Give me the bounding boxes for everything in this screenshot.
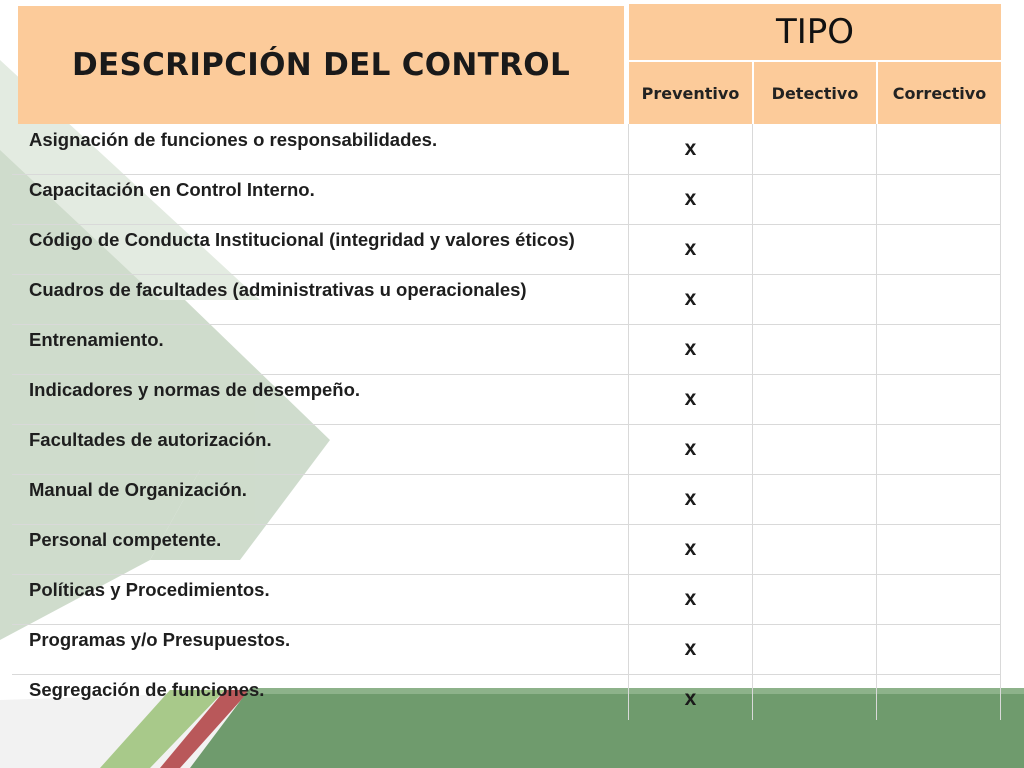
detectivo-mark bbox=[754, 474, 876, 524]
detectivo-mark bbox=[754, 624, 876, 674]
row-description: Cuadros de facultades (administrativas u operacionales) bbox=[29, 279, 527, 300]
correctivo-mark bbox=[878, 574, 1001, 624]
table-row bbox=[12, 474, 1001, 525]
preventivo-mark: x bbox=[684, 237, 697, 260]
table-row bbox=[12, 674, 1001, 724]
type-group-header: TIPO bbox=[629, 4, 1001, 60]
preventivo-mark: x bbox=[684, 187, 697, 210]
preventivo-mark: x bbox=[684, 437, 697, 460]
row-description: Asignación de funciones o responsabilidades. bbox=[29, 129, 438, 150]
row-description: Manual de Organización. bbox=[29, 479, 247, 500]
preventivo-column-header: Preventivo bbox=[629, 62, 752, 124]
correctivo-mark bbox=[878, 224, 1001, 274]
row-description: Capacitación en Control Interno. bbox=[29, 179, 315, 200]
detectivo-mark bbox=[754, 174, 876, 224]
table-row bbox=[12, 124, 1001, 175]
correctivo-mark bbox=[878, 324, 1001, 374]
preventivo-mark: x bbox=[684, 537, 697, 560]
correctivo-column-header: Correctivo bbox=[878, 62, 1001, 124]
description-column-header: DESCRIPCIÓN DEL CONTROL bbox=[18, 6, 624, 124]
correctivo-mark bbox=[878, 174, 1001, 224]
table-row bbox=[12, 574, 1001, 625]
detectivo-mark bbox=[754, 424, 876, 474]
detectivo-mark bbox=[754, 674, 876, 724]
row-description: Entrenamiento. bbox=[29, 329, 164, 350]
correctivo-mark bbox=[878, 374, 1001, 424]
correctivo-mark bbox=[878, 424, 1001, 474]
controls-table bbox=[12, 4, 1001, 720]
correctivo-mark bbox=[878, 674, 1001, 724]
detectivo-mark bbox=[754, 374, 876, 424]
preventivo-mark: x bbox=[684, 687, 697, 710]
detectivo-mark bbox=[754, 224, 876, 274]
detectivo-mark bbox=[754, 574, 876, 624]
table-row bbox=[12, 324, 1001, 375]
preventivo-mark: x bbox=[684, 287, 697, 310]
correctivo-mark bbox=[878, 624, 1001, 674]
row-description: Indicadores y normas de desempeño. bbox=[29, 379, 361, 400]
detectivo-mark bbox=[754, 124, 876, 174]
correctivo-mark bbox=[878, 474, 1001, 524]
row-description: Políticas y Procedimientos. bbox=[29, 579, 270, 600]
correctivo-mark bbox=[878, 274, 1001, 324]
preventivo-mark: x bbox=[684, 387, 697, 410]
table-row bbox=[12, 624, 1001, 675]
preventivo-mark: x bbox=[684, 587, 697, 610]
row-description: Personal competente. bbox=[29, 529, 222, 550]
table-row bbox=[12, 374, 1001, 425]
detectivo-mark bbox=[754, 524, 876, 574]
row-description: Facultades de autorización. bbox=[29, 429, 272, 450]
table-row bbox=[12, 424, 1001, 475]
table-row bbox=[12, 174, 1001, 225]
row-description: Programas y/o Presupuestos. bbox=[29, 629, 291, 650]
detectivo-mark bbox=[754, 274, 876, 324]
row-description: Código de Conducta Institucional (integridad y valores éticos) bbox=[29, 229, 575, 250]
preventivo-mark: x bbox=[684, 487, 697, 510]
detectivo-mark bbox=[754, 324, 876, 374]
detectivo-column-header: Detectivo bbox=[754, 62, 876, 124]
row-description: Segregación de funciones. bbox=[29, 679, 265, 700]
preventivo-mark: x bbox=[684, 337, 697, 360]
preventivo-mark: x bbox=[684, 637, 697, 660]
preventivo-mark: x bbox=[684, 137, 697, 160]
table-row bbox=[12, 224, 1001, 275]
correctivo-mark bbox=[878, 524, 1001, 574]
table-row bbox=[12, 524, 1001, 575]
correctivo-mark bbox=[878, 124, 1001, 174]
table-row bbox=[12, 274, 1001, 325]
